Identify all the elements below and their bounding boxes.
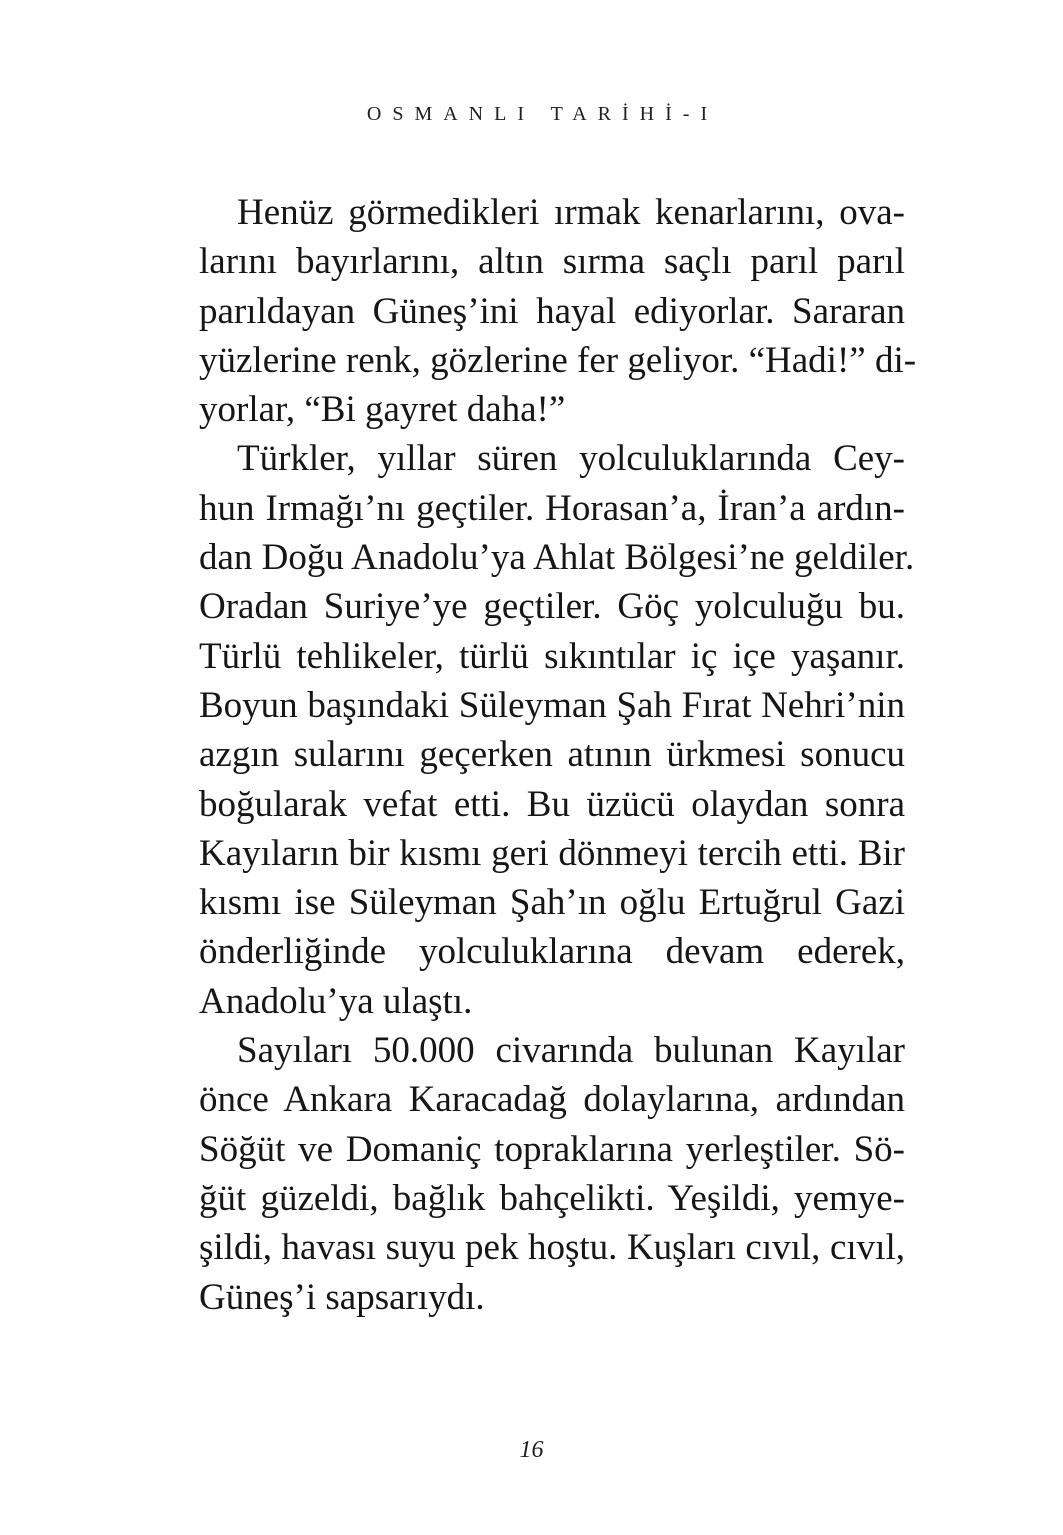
text-line: önderliğinde yolculuklarına devam ederek, [199,931,905,973]
text-line: Güneş’i sapsarıydı. [199,1276,485,1318]
page-number: 16 [519,1437,544,1463]
text-line: Türkler, yıllar süren yolculuklarında Cey- [237,438,905,480]
text-line: kısmı ise Süleyman Şah’ın oğlu Ertuğrul Gazi [199,882,905,924]
text-line: Anadolu’ya ulaştı. [199,980,473,1022]
text-line: dan Doğu Anadolu’ya Ahlat Bölgesi’ne geldiler. [199,537,915,579]
text-line: önce Ankara Karacadağ dolaylarına, ardından [199,1079,905,1121]
text-line: Kayıların bir kısmı geri dönmeyi tercih etti. Bir [199,832,905,874]
text-line: Henüz görmedikleri ırmak kenarlarını, ova- [237,192,905,233]
running-header: OSMANLI TARİHİ-I [366,103,719,125]
text-line: ğüt güzeldi, bağlık bahçelikti. Yeşildi, yemye- [199,1177,905,1219]
text-line: boğularak vefat etti. Bu üzücü olaydan sonra [199,783,905,825]
text-line: Söğüt ve Domaniç topraklarına yerleştiler. Sö- [199,1128,905,1170]
text-line: Sayıları 50.000 civarında bulunan Kayılar [237,1030,905,1072]
text-line: Oradan Suriye’ye geçtiler. Göç yolculuğu bu. [199,586,905,628]
text-line: yüzlerine renk, gözlerine fer geliyor. “Hadi!” di- [199,339,917,381]
text-line: hun Irmağı’nı geçtiler. Horasan’a, İran’a ardın- [199,487,905,529]
text-line: Boyun başındaki Süleyman Şah Fırat Nehri’nin [199,684,905,726]
text-line: azgın sularını geçerken atının ürkmesi sonucu [199,734,905,776]
text-line: şildi, havası suyu pek hoştu. Kuşları cıvıl, cıvıl, [199,1227,905,1269]
text-line: parıldayan Güneş’ini hayal ediyorlar. Sararan [199,290,905,332]
text-line: Türlü tehlikeler, türlü sıkıntılar iç içe yaşanır. [199,635,905,677]
text-line: larını bayırlarını, altın sırma saçlı parıl parıl [199,241,905,283]
text-line: yorlar, “Bi gayret daha!” [199,389,566,431]
body-text [199,188,917,1322]
